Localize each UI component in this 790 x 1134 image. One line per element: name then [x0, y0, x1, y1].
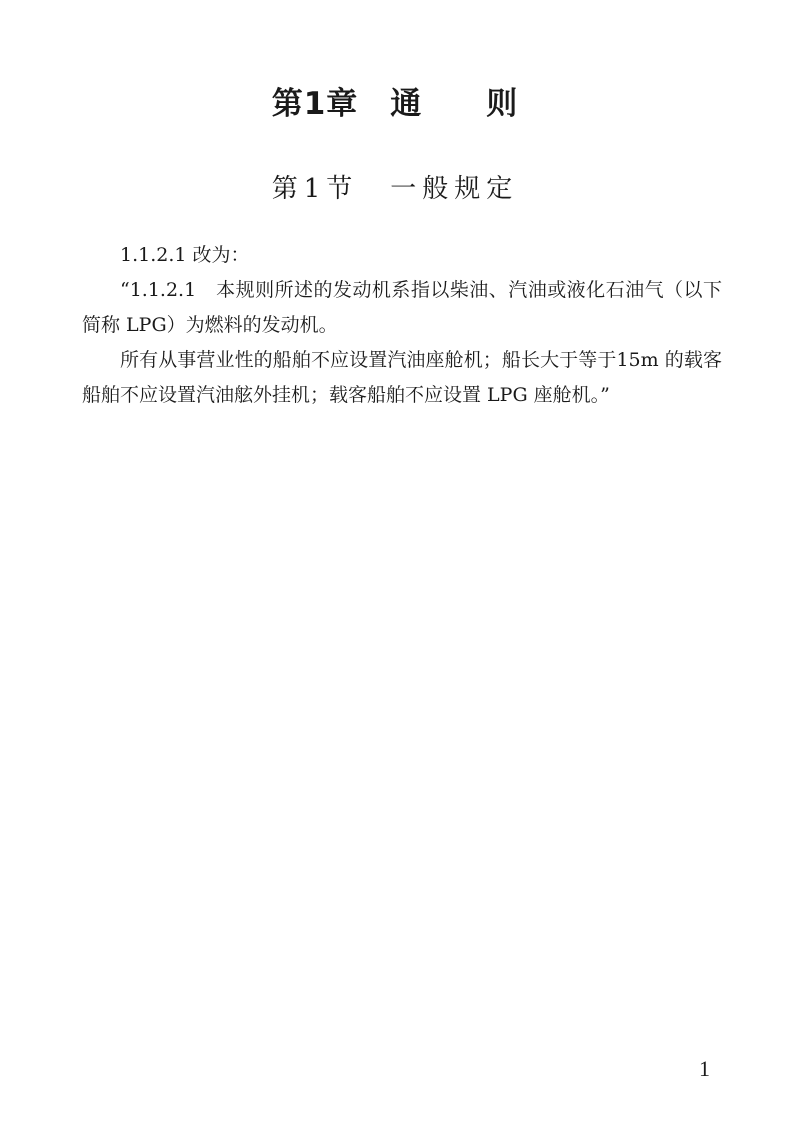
page-number: 1 — [699, 1056, 710, 1081]
clause-paragraph-continued: 所有从事营业性的船舶不应设置汽油座舱机；船长大于等于15m 的载客船舶不应设置汽油舷外挂机；载客船舶不应设置 LPG 座舱机。” — [82, 349, 722, 406]
chapter-title: 第1章 通 则 — [271, 86, 519, 122]
clause-paragraph: “1.1.2.1 本规则所述的发动机系指以柴油、汽油或液化石油气（以下简称 LPG）为燃料的发动机。 — [82, 279, 722, 336]
section-title: 第1节 一般规定 — [271, 174, 519, 204]
amendment-instruction: 1.1.2.1 改为： — [120, 244, 250, 266]
body-text — [82, 238, 722, 413]
